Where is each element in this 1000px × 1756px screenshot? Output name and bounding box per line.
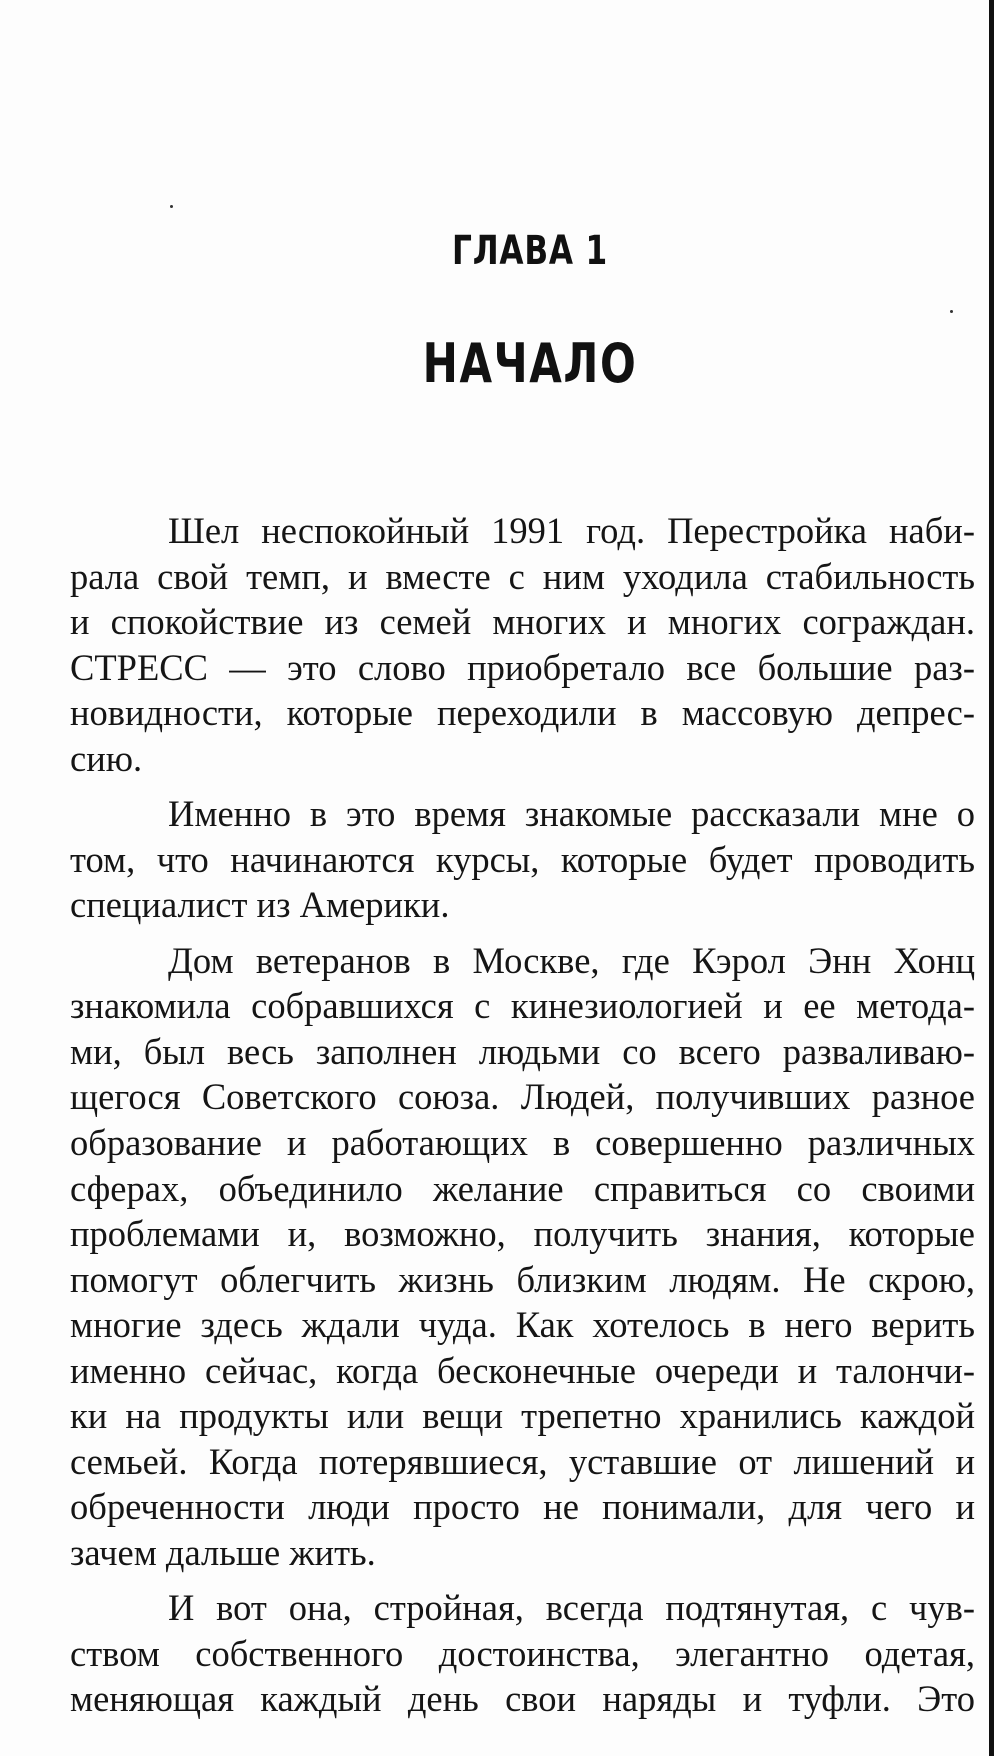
text-line: щегося Советского союза. Людей, получивших разное [70, 1076, 975, 1118]
scan-margin [994, 0, 1000, 1756]
text-line: семьей. Когда потерявшиеся, уставшие от лишений и [70, 1440, 975, 1482]
text-line: Именно в это время знакомые рассказали мне о [168, 793, 975, 835]
text-line: ми, был весь заполнен людьми со всего разваливаю- [70, 1030, 975, 1072]
text-line: И вот она, стройная, всегда подтянутая, с чув- [168, 1587, 975, 1629]
chapter-title: НАЧАЛО [422, 332, 638, 395]
text-line: помогут облегчить жизнь близким людям. Не скрою, [70, 1258, 975, 1300]
text-line: зачем дальше жить. [70, 1531, 376, 1573]
text-line: проблемами и, возможно, получить знания, которые [70, 1213, 975, 1255]
text-line: СТРЕСС — это слово приобретало все большие раз- [70, 646, 975, 688]
text-line: рала свой темп, и вместе с ним уходила стабильность [70, 555, 975, 597]
chapter-label: ГЛАВА 1 [452, 228, 608, 274]
text-line: новидности, которые переходили в массовую депрес- [70, 692, 975, 734]
text-line: образование и работающих в совершенно различных [70, 1122, 975, 1163]
text-line: знакомила собравшихся с кинезиологией и ее метода- [70, 985, 975, 1027]
text-line: ством собственного достоинства, элегантно одетая, [70, 1632, 975, 1674]
scan-speck [950, 310, 953, 313]
text-line: меняющая каждый день свои наряды и туфли. Это [70, 1678, 975, 1720]
text-line: сию. [70, 737, 143, 779]
text-line: сферах, объединило желание справиться со своими [70, 1167, 975, 1209]
text-line: и спокойствие из семей многих и многих сограждан. [70, 601, 975, 643]
text-line: том, что начинаются курсы, которые будет проводить [70, 838, 975, 880]
text-line: именно сейчас, когда бесконечные очереди и талончи- [70, 1349, 975, 1391]
text-line: Шел неспокойный 1991 год. Перестройка наби- [168, 510, 975, 551]
text-line: обреченности люди просто не понимали, для чего и [70, 1486, 975, 1528]
text-line: многие здесь ждали чуда. Как хотелось в него верить [70, 1304, 975, 1346]
text-line: ки на продукты или вещи трепетно хранились каждой [70, 1395, 975, 1437]
scan-speck [170, 205, 173, 208]
text-line: Дом ветеранов в Москве, где Кэрол Энн Хонц [168, 939, 975, 981]
text-line: специалист из Америки. [70, 884, 450, 926]
